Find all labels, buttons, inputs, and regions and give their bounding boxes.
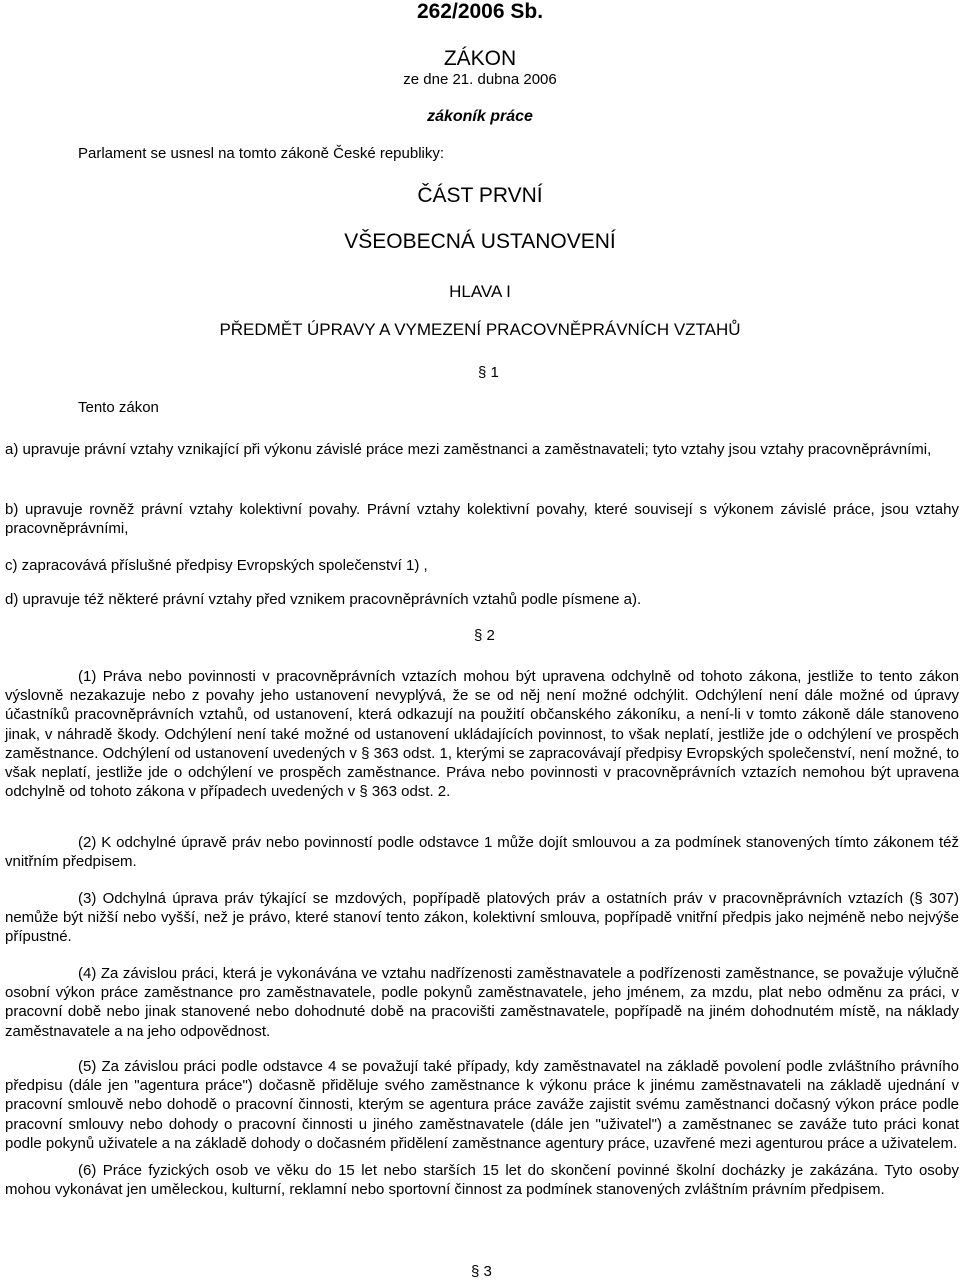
part-title: ČÁST PRVNÍ <box>417 184 543 207</box>
section-1-item-b: b) upravuje rovněž právní vztahy kolektivní povahy. Právní vztahy kolektivní povahy, které souvisejí s výkonem závislé práce, jsou vztahy pracovněprávními, <box>5 501 959 538</box>
section-2-paragraph-1: (1) Práva nebo povinnosti v pracovněprávních vztazích mohou být upravena odchylně od tohoto zákona, jestliže to tento zákon výslovně nezakazuje nebo z povahy jeho ustanovení nevyplývá, že se od něj není možné odchýlit. Odchýlení není dále možné od úpravy účastníků pracovněprávních vztahů, od ustanovení, která odkazují na použití občanského zákoníku, a není-li v tomto zákoně dále stanoveno jinak, v náhradě škody. Odchýlení není také možné od ustanovení ukládajících povinnost, to však neplatí, jestliže jde o odchýlení ve prospěch zaměstnance. Odchýlení od ustanovení uvedených v § 363 odst. 1, kterými se zapracovávají předpisy Evropských společenství, není možné, to však neplatí, jestliže jde o odchýlení ve prospěch zaměstnance. Práva nebo povinnosti v pracovněprávních vztazích nemohou být upravena odchylně od tohoto zákona v případech uvedených v § 363 odst. 2. <box>5 668 959 801</box>
section-1-item-d: d) upravuje též některé právní vztahy před vznikem pracovněprávních vztahů podle písmene a). <box>5 591 642 608</box>
section-2-paragraph-5: (5) Za závislou práci podle odstavce 4 se považují také případy, kdy zaměstnavatel na základě povolení podle zvláštního právního předpisu (dále jen "agentura práce") dočasně přiděluje svého zaměstnance k výkonu práce k jinému zaměstnavateli na základě ujednání v pracovní smlouvě nebo dohodě o pracovní činnosti, kterým se agentura práce zaváže zajistit svému zaměstnanci dočasný výkon práce podle pracovní smlouvy nebo dohody o pracovní činnosti u jiného zaměstnavatele (dále jen "uživatel") a zaměstnanec se zaváže tuto práci konat podle pokynů uživatele a na základě dohody o dočasném přidělení zaměstnance agentury práce, uzavřené mezi agenturou práce a uživatelem. <box>5 1058 959 1152</box>
section-2-mark: § 2 <box>474 627 495 644</box>
law-date: ze dne 21. dubna 2006 <box>403 71 557 88</box>
preamble: Parlament se usnesl na tomto zákoně České republiky: <box>78 145 445 162</box>
law-title: ZÁKON <box>443 47 517 70</box>
section-2-paragraph-6: (6) Práce fyzických osob ve věku do 15 let nebo starších 15 let do skončení povinné školní docházky je zakázána. Tyto osoby mohou vykonávat jen uměleckou, kulturní, reklamní nebo sportovní činnost za podmínek stanovených zvláštním právním předpisem. <box>5 1162 959 1199</box>
law-name: zákoník práce <box>427 108 533 125</box>
part-subtitle: VŠEOBECNÁ USTANOVENÍ <box>344 230 616 253</box>
section-2-paragraph-2: (2) K odchylné úpravě práv nebo povinností podle odstavce 1 může dojít smlouvou a za podmínek stanovených tímto zákonem též vnitřním předpisem. <box>5 834 959 871</box>
section-1-item-a: a) upravuje právní vztahy vznikající při výkonu závislé práce mezi zaměstnanci a zaměstnavateli; tyto vztahy jsou vztahy pracovněprávními, <box>5 441 932 458</box>
section-2-paragraph-4: (4) Za závislou práci, která je vykonávána ve vztahu nadřízenosti zaměstnavatele a podřízenosti zaměstnance, se považuje výlučně osobní výkon práce zaměstnance pro zaměstnavatele, podle pokynů zaměstnavatele, jeho jménem, za mzdu, plat nebo odměnu za práci, v pracovní době nebo jinak stanovené nebo dohodnuté době na pracovišti zaměstnavatele, popřípadě na jiném dohodnutém místě, na náklady zaměstnavatele a na jeho odpovědnost. <box>5 965 959 1040</box>
head-title: HLAVA I <box>449 282 511 301</box>
section-1-mark: § 1 <box>478 364 499 381</box>
document-number: 262/2006 Sb. <box>416 0 544 23</box>
section-1-item-c: c) zapracovává příslušné předpisy Evropských společenství 1) , <box>5 557 428 574</box>
head-subtitle: PŘEDMĚT ÚPRAVY A VYMEZENÍ PRACOVNĚPRÁVNÍCH VZTAHŮ <box>219 320 741 339</box>
section-1-intro: Tento zákon <box>78 399 159 416</box>
section-2-paragraph-3: (3) Odchylná úprava práv týkající se mzdových, popřípadě platových práv a ostatních práv v pracovněprávních vztazích (§ 307) nemůže být nižší nebo vyšší, než je právo, které stanoví tento zákon, kolektivní smlouva, popřípadě vnitřní předpis jako nejméně nebo nejvýše přípustné. <box>5 890 959 946</box>
section-3-mark: § 3 <box>471 1263 492 1280</box>
